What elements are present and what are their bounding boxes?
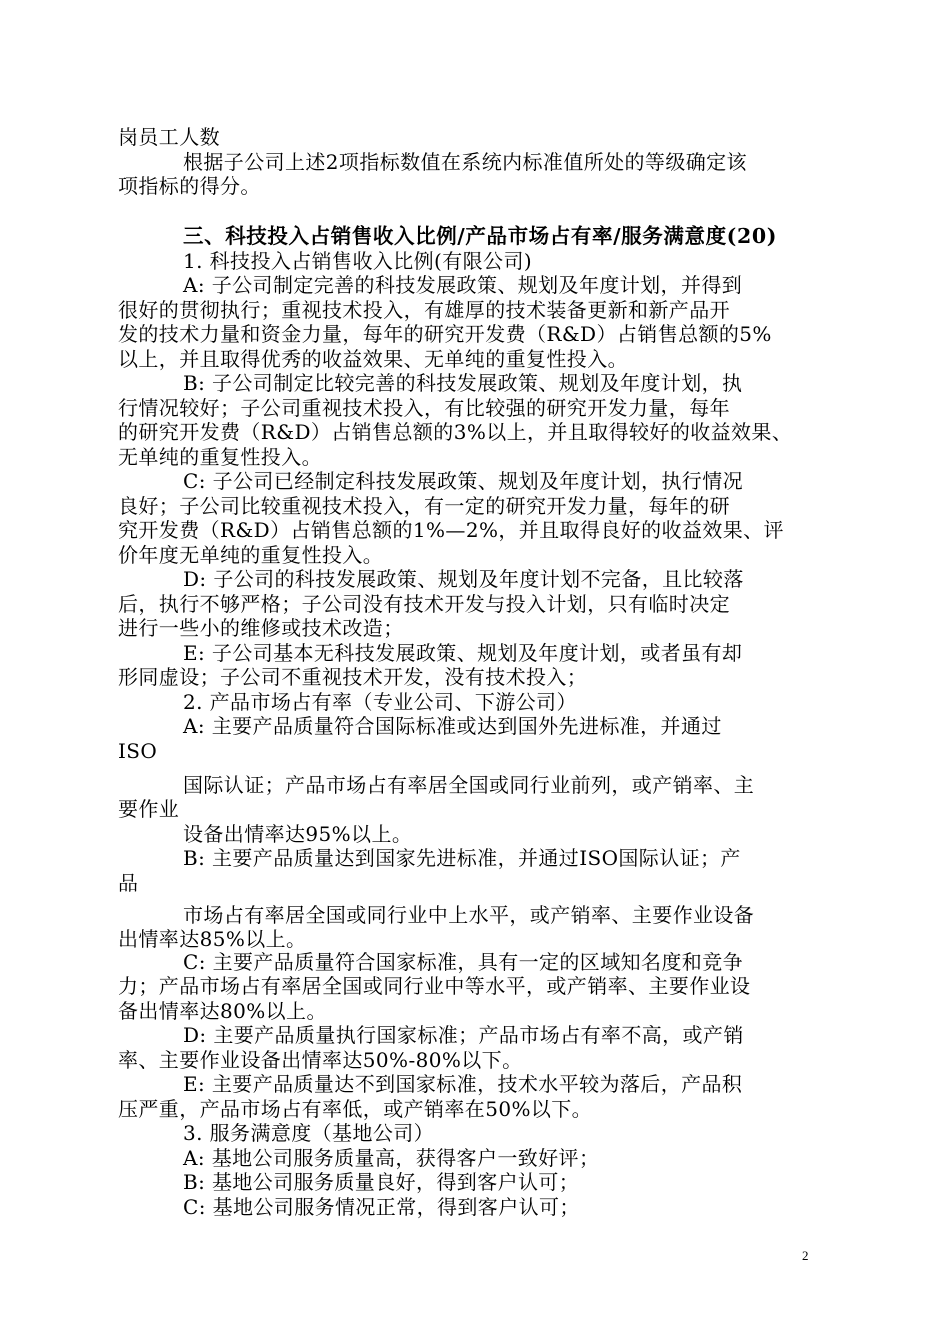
text-line: E: 子公司基本无科技发展政策、规划及年度计划，或者虽有却 bbox=[183, 641, 743, 665]
text-line: 项指标的得分。 bbox=[118, 174, 261, 198]
text-line: ISO bbox=[118, 739, 158, 763]
text-line: 形同虚设；子公司不重视技术开发，没有技术投入； bbox=[118, 665, 588, 689]
subsection-title: 3. 服务满意度（基地公司） bbox=[183, 1121, 435, 1145]
text-line: A: 基地公司服务质量高，获得客户一致好评； bbox=[183, 1146, 600, 1170]
text-line: 很好的贯彻执行；重视技术投入，有雄厚的技术装备更新和新产品开 bbox=[118, 298, 730, 322]
text-line: 市场占有率居全国或同行业中上水平，或产销率、主要作业设备 bbox=[183, 903, 755, 927]
text-line: C: 基地公司服务情况正常，得到客户认可； bbox=[183, 1195, 580, 1219]
text-line: 根据子公司上述2项指标数值在系统内标准值所处的等级确定该 bbox=[183, 150, 747, 174]
text-line: 力；产品市场占有率居全国或同行业中等水平，或产销率、主要作业设 bbox=[118, 974, 751, 998]
text-line: 良好；子公司比较重视技术投入，有一定的研究开发力量，每年的研 bbox=[118, 494, 730, 518]
text-line: B: 主要产品质量达到国家先进标准，并通过ISO国际认证；产 bbox=[183, 846, 741, 870]
text-line: 国际认证；产品市场占有率居全国或同行业前列，或产销率、主 bbox=[183, 773, 755, 797]
text-line: 行情况较好；子公司重视技术投入，有比较强的研究开发力量，每年 bbox=[118, 396, 730, 420]
subsection-title: 2. 产品市场占有率（专业公司、下游公司） bbox=[183, 690, 577, 714]
text-line: E: 主要产品质量达不到国家标准，技术水平较为落后，产品积 bbox=[183, 1072, 743, 1096]
text-line: A: 主要产品质量符合国际标准或达到国外先进标准，并通过 bbox=[183, 714, 722, 738]
text-line: 究开发费（R&D）占销售总额的1%—2%，并且取得良好的收益效果、评 bbox=[118, 518, 784, 542]
text-line: 出情率达85%以上。 bbox=[118, 927, 307, 951]
text-line: 要作业 bbox=[118, 797, 180, 821]
text-line: B: 基地公司服务质量良好，得到客户认可； bbox=[183, 1170, 580, 1194]
text-line: C: 主要产品质量符合国家标准，具有一定的区域知名度和竞争 bbox=[183, 950, 743, 974]
text-line: A: 子公司制定完善的科技发展政策、规划及年度计划，并得到 bbox=[183, 273, 743, 297]
text-line: 设备出情率达95%以上。 bbox=[183, 822, 413, 846]
text-line: D: 子公司的科技发展政策、规划及年度计划不完备，且比较落 bbox=[183, 567, 744, 591]
text-line: 价年度无单纯的重复性投入。 bbox=[118, 543, 384, 567]
subsection-title: 1. 科技投入占销售收入比例(有限公司) bbox=[183, 249, 533, 273]
section-heading: 三、科技投入占销售收入比例/产品市场占有率/服务满意度(20) bbox=[183, 224, 777, 248]
text-line: 品 bbox=[118, 871, 139, 895]
text-line: 备出情率达80%以上。 bbox=[118, 999, 327, 1023]
text-line: B: 子公司制定比较完善的科技发展政策、规划及年度计划，执 bbox=[183, 371, 743, 395]
text-line: 以上，并且取得优秀的收益效果、无单纯的重复性投入。 bbox=[118, 347, 628, 371]
text-line: D: 主要产品质量执行国家标准；产品市场占有率不高，或产销 bbox=[183, 1023, 744, 1047]
text-line: 进行一些小的维修或技术改造； bbox=[118, 616, 404, 640]
page-number: 2 bbox=[802, 1248, 809, 1263]
text-line: 压严重，产品市场占有率低，或产销率在50%以下。 bbox=[118, 1097, 593, 1121]
text-line: 率、主要作业设备出情率达50%-80%以下。 bbox=[118, 1048, 523, 1072]
text-line: 无单纯的重复性投入。 bbox=[118, 445, 322, 469]
text-line: C: 子公司已经制定科技发展政策、规划及年度计划，执行情况 bbox=[183, 469, 743, 493]
text-line: 后，执行不够严格；子公司没有技术开发与投入计划，只有临时决定 bbox=[118, 592, 730, 616]
text-line: 的研究开发费（R&D）占销售总额的3%以上，并且取得较好的收益效果、 bbox=[118, 420, 793, 444]
text-line: 发的技术力量和资金力量，每年的研究开发费（R&D）占销售总额的5% bbox=[118, 322, 772, 346]
text-line: 岗员工人数 bbox=[118, 125, 220, 149]
